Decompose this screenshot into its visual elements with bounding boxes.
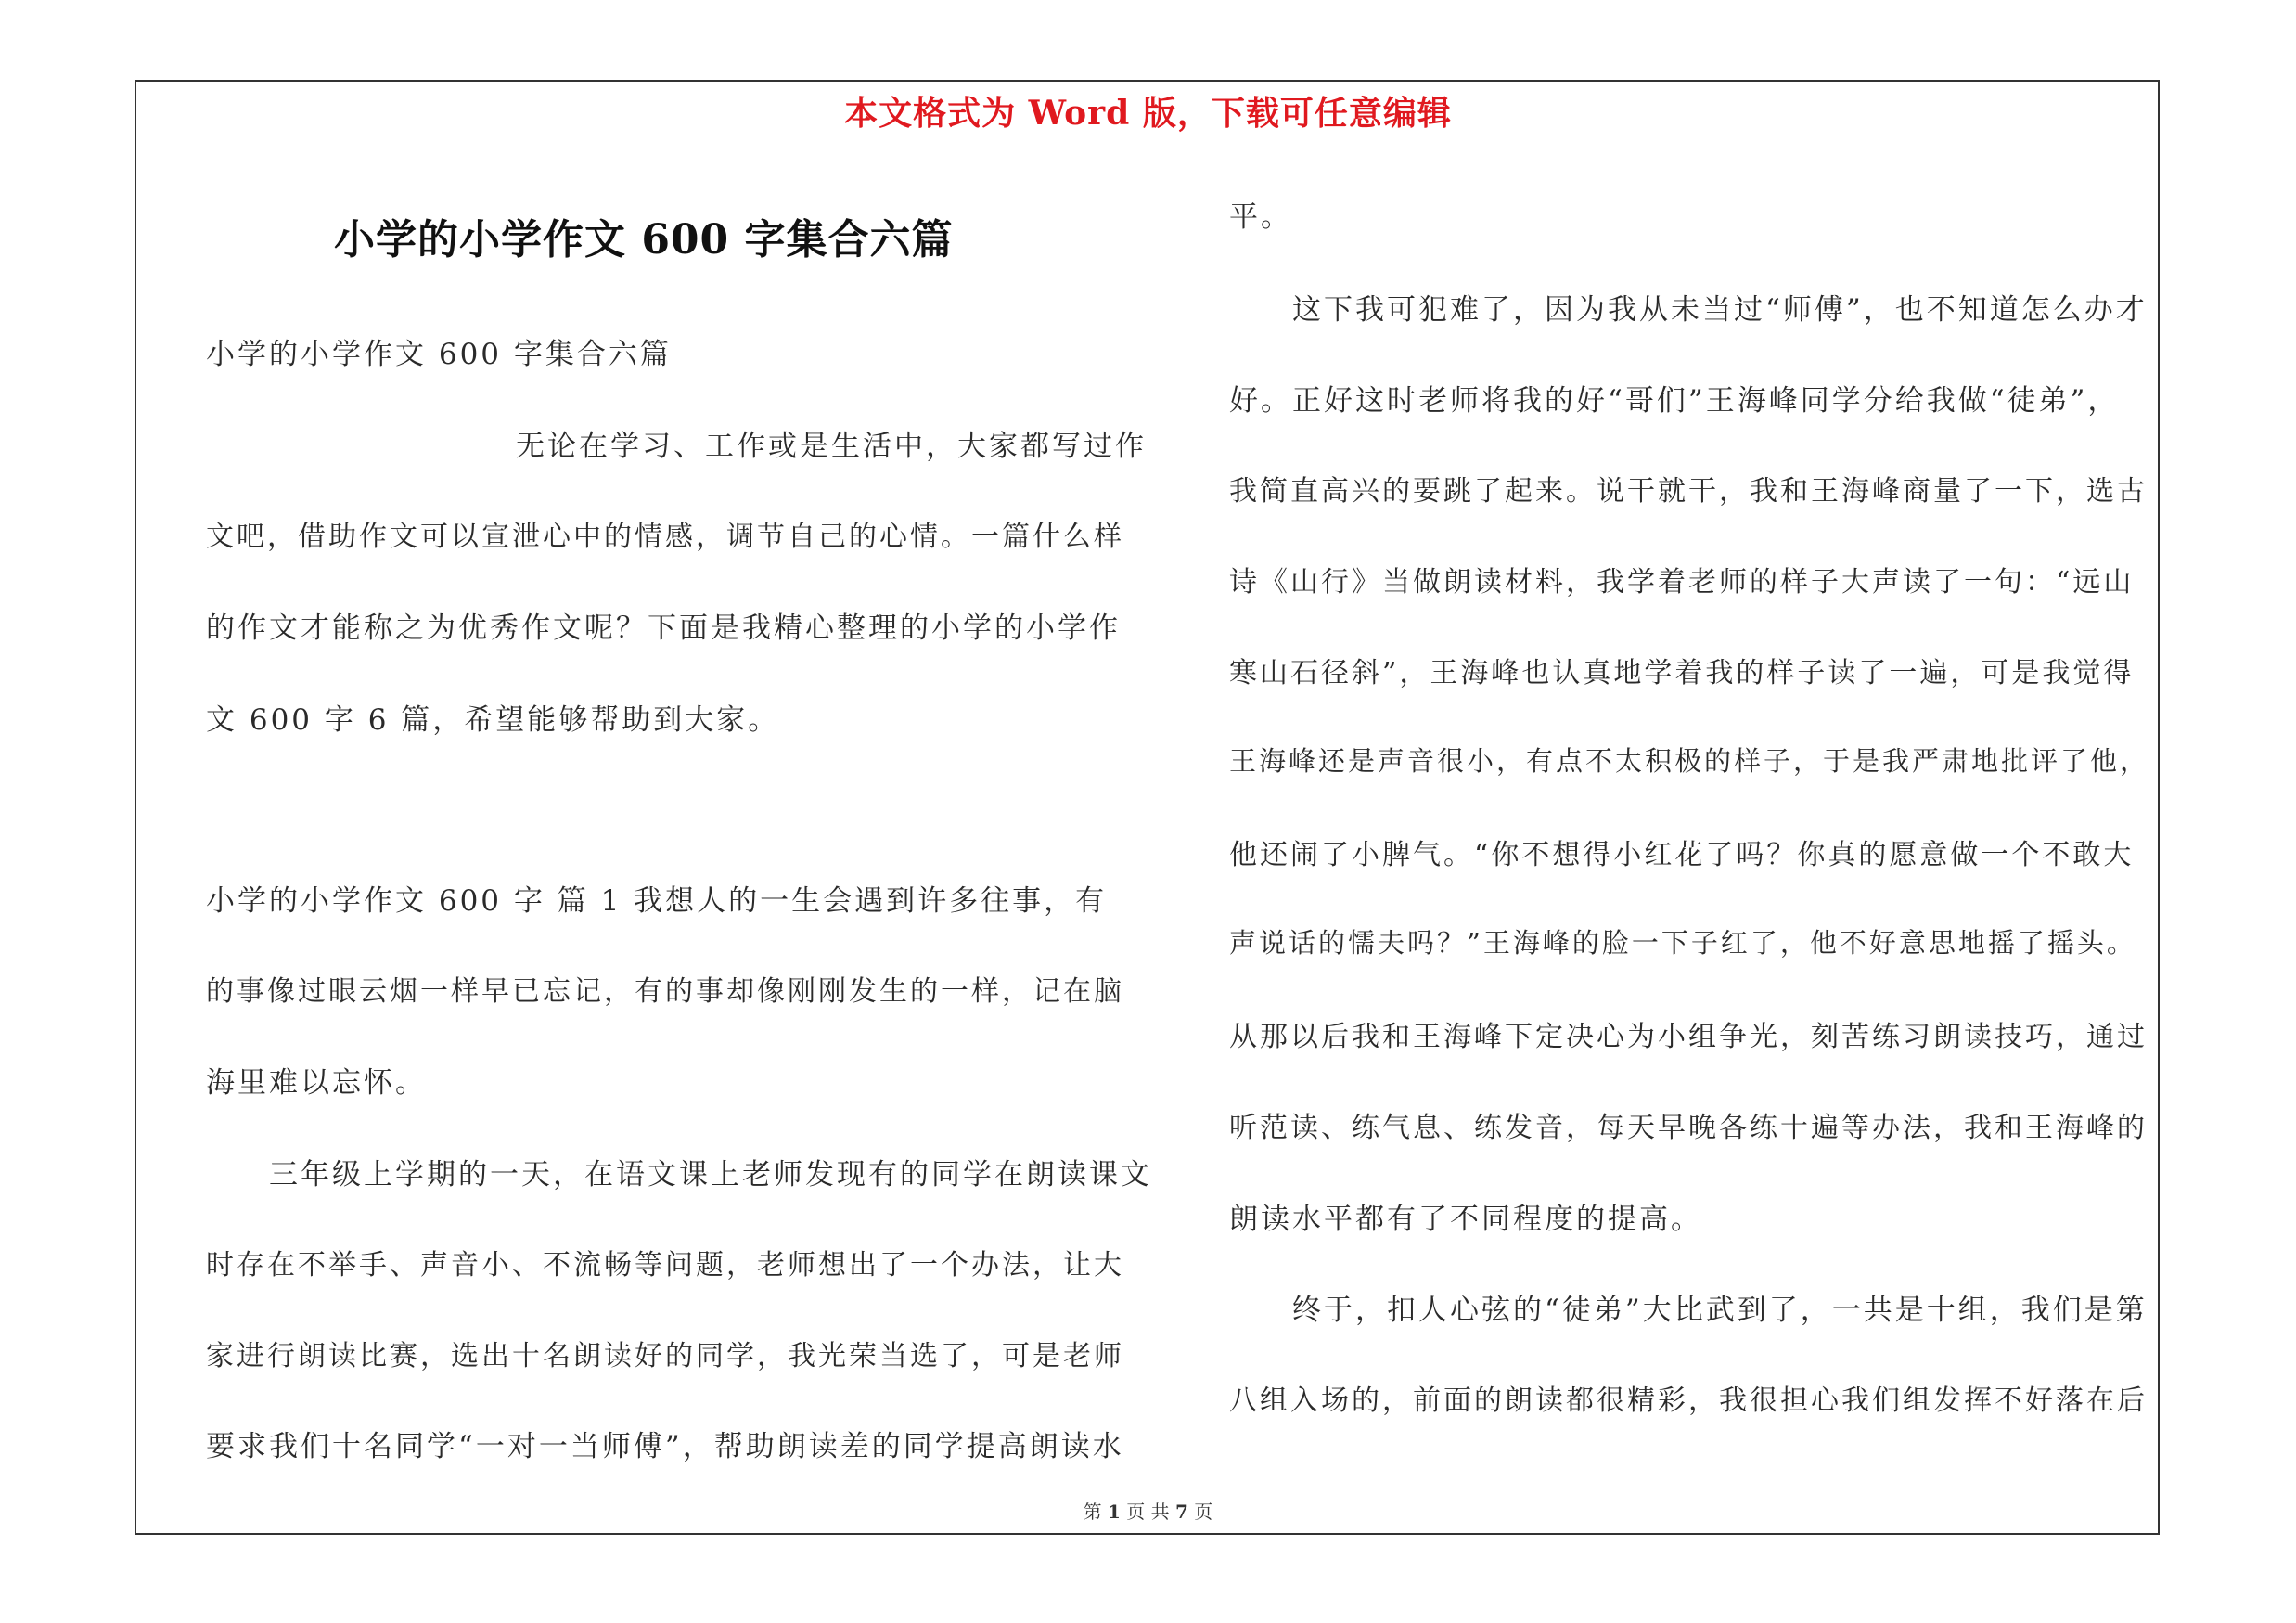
paragraph-line: 寒山石径斜”，王海峰也认真地学着我的样子读了一遍，可是我觉得 — [1229, 657, 2135, 689]
document-title: 小学的小学作文 600 字集合六篇 — [334, 216, 954, 264]
paragraph-line: 他还闹了小脾气。“你不想得小红花了吗？你真的愿意做一个不敢大 — [1229, 839, 2135, 871]
paragraph-line: 从那以后我和王海峰下定决心为小组争光，刻苦练习朗读技巧，通过 — [1229, 1021, 2148, 1053]
paragraph-line: 时存在不举手、声音小、不流畅等问题，老师想出了一个办法，让大 — [206, 1249, 1124, 1282]
page-footer — [0, 1497, 2296, 1524]
footer-suffix: 页 — [1187, 1501, 1213, 1523]
paragraph-line: 要求我们十名同学“一对一当师傅”，帮助朗读差的同学提高朗读水 — [206, 1430, 1124, 1463]
paragraph-line: 文 600 字 6 篇，希望能够帮助到大家。 — [206, 703, 780, 737]
paragraph-line: 文吧，借助作文可以宣泄心中的情感，调节自己的心情。一篇什么样 — [206, 521, 1124, 553]
paragraph-line: 声说话的懦夫吗？”王海峰的脸一下子红了，他不好意思地摇了摇头。 — [1229, 927, 2136, 959]
paragraph-line: 无论在学习、工作或是生活中，大家都写过作 — [516, 430, 1147, 463]
paragraph-line: 家进行朗读比赛，选出十名朗读好的同学，我光荣当选了，可是老师 — [206, 1340, 1124, 1372]
paragraph-line: 王海峰还是声音很小，有点不太积极的样子，于是我严肃地批评了他， — [1229, 745, 2150, 777]
footer-prefix: 第 — [1083, 1501, 1109, 1523]
paragraph-line: 平。 — [1229, 200, 1292, 234]
paragraph-line: 朗读水平都有了不同程度的提高。 — [1229, 1203, 1702, 1236]
paragraph-line: 诗《山行》当做朗读材料，我学着老师的样子大声读了一句：“远山 — [1229, 566, 2135, 599]
paragraph-line: 好。正好这时老师将我的好“哥们”王海峰同学分给我做“徒弟”， — [1229, 384, 2120, 418]
paragraph-line: 我简直高兴的要跳了起来。说干就干，我和王海峰商量了一下，选古 — [1229, 475, 2148, 508]
format-banner: 本文格式为 Word 版，下载可任意编辑 — [844, 94, 1452, 133]
paragraph-line: 听范读、练气息、练发音，每天早晚各练十遍等办法，我和王海峰的 — [1229, 1112, 2148, 1144]
total-page-count: 7 — [1175, 1501, 1188, 1523]
paragraph-line: 终于，扣人心弦的“徒弟”大比武到了，一共是十组，我们是第 — [1292, 1294, 2148, 1327]
paragraph-line: 的作文才能称之为优秀作文呢？下面是我精心整理的小学的小学作 — [206, 612, 1121, 645]
paragraph-line: 八组入场的，前面的朗读都很精彩，我很担心我们组发挥不好落在后 — [1229, 1385, 2148, 1417]
footer-middle: 页 共 — [1120, 1501, 1176, 1523]
section-heading-line: 小学的小学作文 600 字 篇 1 我想人的一生会遇到许多往事，有 — [206, 884, 1108, 918]
paragraph-line: 这下我可犯难了，因为我从未当过“师傅”，也不知道怎么办才 — [1292, 293, 2148, 327]
paragraph-line: 海里难以忘怀。 — [206, 1066, 427, 1100]
paragraph-line: 的事像过眼云烟一样早已忘记，有的事却像刚刚发生的一样，记在脑 — [206, 975, 1124, 1008]
paragraph-line: 三年级上学期的一天，在语文课上老师发现有的同学在朗读课文 — [269, 1158, 1152, 1191]
current-page-number: 1 — [1108, 1501, 1121, 1523]
subtitle-line: 小学的小学作文 600 字集合六篇 — [206, 338, 672, 371]
